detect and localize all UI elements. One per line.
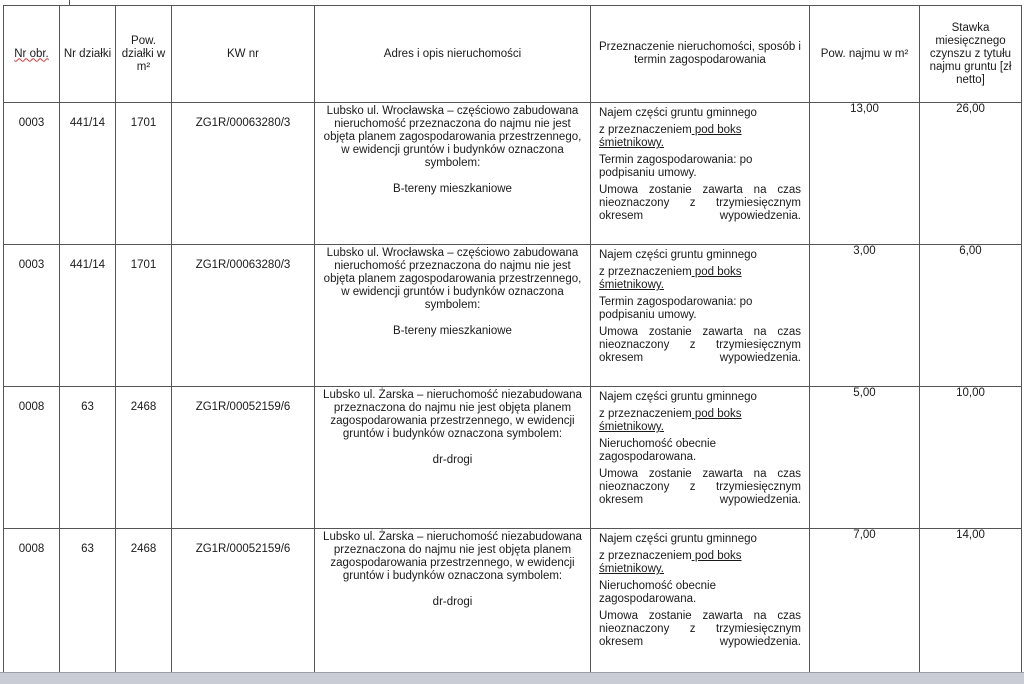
- dest-line-4: Umowa zostanie zawarta na czas nieoznaczony z trzymiesięcznym okresem wypowiedzenia.: [599, 184, 801, 222]
- cell-pow-dzialki: 1701: [116, 103, 172, 245]
- cell-przeznaczenie: [591, 529, 810, 677]
- cell-adres: [315, 245, 591, 387]
- cell-nr-dzialki: 441/14: [60, 103, 116, 245]
- dest-line-2: z przeznaczeniem pod boks śmietnikowy.: [599, 408, 742, 433]
- cell-pow-najmu: 13,00: [810, 103, 920, 245]
- dest-line-1: Najem części gruntu gminnego: [599, 107, 757, 119]
- cell-stawka: 26,00: [920, 103, 1022, 245]
- address-symbol: dr-drogi: [432, 596, 473, 608]
- address-text: Lubsko ul. Wrocławska – częściowo zabudowana nieruchomość przeznaczona do najmu nie jest objęta planem zagospodarowania przestrzennego, w ewidencji gruntów i budynków oznaczona symbolem:: [323, 247, 582, 311]
- table-row: [4, 245, 1022, 387]
- cell-pow-dzialki: 1701: [116, 245, 172, 387]
- cell-nr-dzialki: 441/14: [60, 245, 116, 387]
- address-symbol: B-tereny mieszkaniowe: [393, 183, 512, 195]
- cell-stawka: 6,00: [920, 245, 1022, 387]
- dest-line-3: Nieruchomość obecnie zagospodarowana.: [599, 438, 716, 463]
- address-symbol: dr-drogi: [432, 454, 473, 466]
- table-row: [4, 387, 1022, 529]
- header-nr-dzialki: Nr działki: [60, 6, 116, 103]
- cell-adres: [315, 103, 591, 245]
- header-pow-dzialki: Pow. działki w m²: [116, 6, 172, 103]
- dest-line-2: z przeznaczeniem pod boks śmietnikowy.: [599, 124, 742, 149]
- dest-line-1: Najem części gruntu gminnego: [599, 249, 757, 261]
- cell-kw-nr: ZG1R/00052159/6: [172, 529, 315, 677]
- header-stawka: Stawka miesięcznego czynszu z tytułu najmu gruntu [zł netto]: [920, 6, 1022, 103]
- cell-nr-dzialki: 63: [60, 387, 116, 529]
- header-nr-obr: Nr obr.: [4, 6, 60, 103]
- dest-line-2: z przeznaczeniem pod boks śmietnikowy.: [599, 550, 742, 575]
- cell-pow-dzialki: 2468: [116, 529, 172, 677]
- dest-line-1: Najem części gruntu gminnego: [599, 533, 757, 545]
- cell-kw-nr: ZG1R/00052159/6: [172, 387, 315, 529]
- cell-nr-dzialki: 63: [60, 529, 116, 677]
- dest-line-4: Umowa zostanie zawarta na czas nieoznaczony z trzymiesięcznym okresem wypowiedzenia.: [599, 326, 801, 364]
- cell-pow-najmu: 3,00: [810, 245, 920, 387]
- header-przeznaczenie: Przeznaczenie nieruchomości, sposób i termin zagospodarowania: [591, 6, 810, 103]
- cell-stawka: 14,00: [920, 529, 1022, 677]
- property-table: [3, 5, 1022, 677]
- address-text: Lubsko ul. Wrocławska – częściowo zabudowana nieruchomość przeznaczona do najmu nie jest objęta planem zagospodarowania przestrzennego, w ewidencji gruntów i budynków oznaczona symbolem:: [323, 105, 582, 169]
- cell-kw-nr: ZG1R/00063280/3: [172, 245, 315, 387]
- cell-adres: [315, 529, 591, 677]
- table-row: [4, 103, 1022, 245]
- dest-line-3: Termin zagospodarowania: po podpisaniu umowy.: [599, 296, 753, 321]
- address-text: Lubsko ul. Żarska – nieruchomość niezabudowana przeznaczona do najmu nie jest objęta planem zagospodarowania przestrzennego, w ewidencji gruntów i budynków oznaczona symbolem:: [323, 389, 582, 440]
- cell-nr-obr: 0008: [4, 387, 60, 529]
- cell-nr-obr: 0003: [4, 245, 60, 387]
- cell-przeznaczenie: [591, 387, 810, 529]
- cell-pow-dzialki: 2468: [116, 387, 172, 529]
- header-adres: Adres i opis nieruchomości: [315, 6, 591, 103]
- cell-przeznaczenie: [591, 245, 810, 387]
- table-header-row: [4, 6, 1022, 103]
- header-pow-najmu: Pow. najmu w m²: [810, 6, 920, 103]
- header-kw-nr: KW nr: [172, 6, 315, 103]
- cell-nr-obr: 0003: [4, 103, 60, 245]
- cell-kw-nr: ZG1R/00063280/3: [172, 103, 315, 245]
- address-symbol: B-tereny mieszkaniowe: [393, 325, 512, 337]
- cell-pow-najmu: 7,00: [810, 529, 920, 677]
- cell-stawka: 10,00: [920, 387, 1022, 529]
- dest-line-2: z przeznaczeniem pod boks śmietnikowy.: [599, 266, 742, 291]
- dest-line-1: Najem części gruntu gminnego: [599, 391, 757, 403]
- table-row: [4, 529, 1022, 677]
- cell-adres: [315, 387, 591, 529]
- dest-line-3: Nieruchomość obecnie zagospodarowana.: [599, 580, 716, 605]
- cell-pow-najmu: 5,00: [810, 387, 920, 529]
- cell-nr-obr: 0008: [4, 529, 60, 677]
- address-text: Lubsko ul. Żarska – nieruchomość niezabudowana przeznaczona do najmu nie jest objęta planem zagospodarowania przestrzennego, w ewidencji gruntów i budynków oznaczona symbolem:: [323, 531, 582, 582]
- dest-line-4: Umowa zostanie zawarta na czas nieoznaczony z trzymiesięcznym okresem wypowiedzenia.: [599, 610, 801, 648]
- cell-przeznaczenie: [591, 103, 810, 245]
- dest-line-3: Termin zagospodarowania: po podpisaniu umowy.: [599, 154, 753, 179]
- dest-line-4: Umowa zostanie zawarta na czas nieoznaczony z trzymiesięcznym okresem wypowiedzenia.: [599, 468, 801, 506]
- window-bottom-bar: [0, 672, 1024, 684]
